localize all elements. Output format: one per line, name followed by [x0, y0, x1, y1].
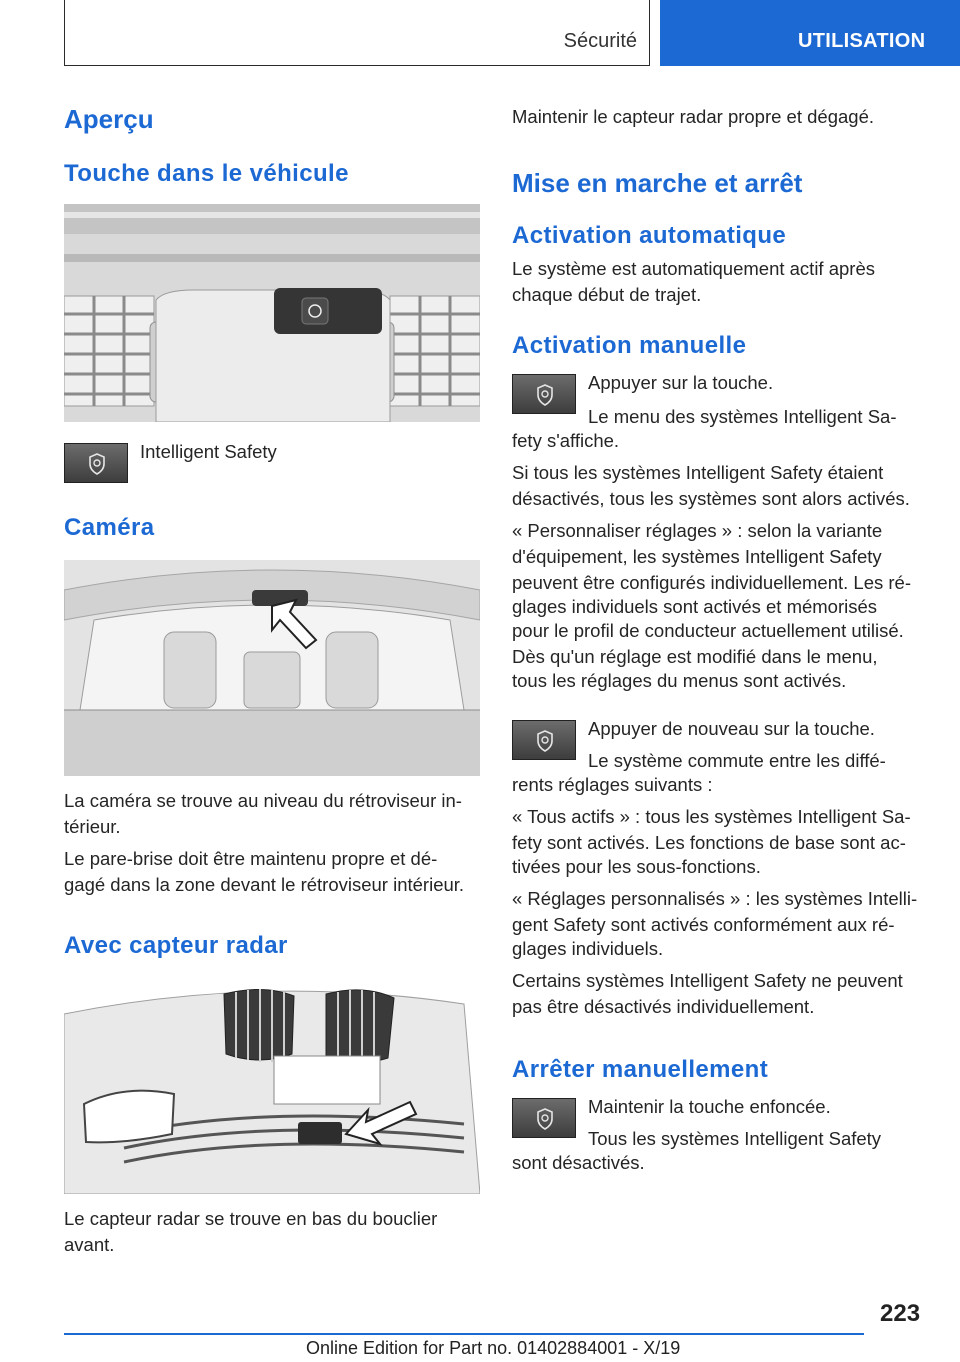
chapter-title: UTILISATION — [798, 30, 926, 52]
manual-p3-7: tous les réglages du menus sont activés. — [512, 670, 847, 691]
manual-p3-2: d'équipement, les systèmes Intelligent Safety — [512, 546, 882, 567]
auto-heading: Activation automatique — [512, 222, 787, 249]
manual-menu-1: Le menu des systèmes Intelligent Sa- — [588, 406, 897, 427]
button-heading: Touche dans le véhicule — [64, 160, 349, 187]
off-all-2: sont désactivés. — [512, 1152, 645, 1173]
manual-press: Appuyer sur la touche. — [588, 372, 774, 393]
auto-text-2: chaque début de trajet. — [512, 284, 702, 305]
page-number: 223 — [880, 1300, 921, 1327]
off-all-1: Tous les systèmes Intelligent Safety — [588, 1128, 882, 1149]
manual-p3-1: « Personnaliser réglages » : selon la variante — [512, 520, 883, 541]
manual-p2-2: désactivés, tous les systèmes sont alors activés. — [512, 488, 910, 509]
manual-p2-1: Si tous les systèmes Intelligent Safety étaient — [512, 462, 884, 483]
radar-sensor-image — [64, 974, 480, 1194]
manual-p3-6: Dès qu'un réglage est modifié dans le menu, — [512, 646, 878, 667]
some-systems-2: pas être désactivés individuellement. — [512, 996, 815, 1017]
manual-p3-4: glages individuels sont activés et mémorisés — [512, 596, 878, 617]
intelligent-safety-button-icon — [64, 443, 128, 483]
radar-text-2: avant. — [64, 1234, 115, 1255]
manual-heading: Activation manuelle — [512, 332, 747, 359]
personal-1: « Réglages personnalisés » : les systèmes Intelli- — [512, 888, 918, 909]
camera-windshield-image — [64, 560, 480, 776]
intelligent-safety-button-icon — [512, 1098, 576, 1138]
radar-text-1: Le capteur radar se trouve en bas du bouclier — [64, 1208, 438, 1229]
page-title: Aperçu — [64, 104, 154, 134]
personal-2: gent Safety sont activés conformément aux ré- — [512, 914, 895, 935]
auto-text-1: Le système est automatiquement actif après — [512, 258, 875, 279]
camera-text-2: térieur. — [64, 816, 121, 837]
manual-p3-5: pour le profil de conducteur actuellement utilisé. — [512, 620, 904, 641]
again-press: Appuyer de nouveau sur la touche. — [588, 718, 875, 739]
again-switch-1: Le système commute entre les diffé- — [588, 750, 886, 771]
all-active-3: tivées pour les sous-fonctions. — [512, 856, 761, 877]
personal-3: glages individuels. — [512, 938, 664, 959]
some-systems-1: Certains systèmes Intelligent Safety ne peuvent — [512, 970, 903, 991]
all-active-2: fety sont activés. Les fonctions de base sont ac- — [512, 832, 906, 853]
chapter-tab[interactable] — [660, 0, 960, 66]
radar-heading: Avec capteur radar — [64, 932, 288, 959]
camera-heading: Caméra — [64, 514, 155, 541]
header-bar — [64, 0, 650, 66]
off-heading: Arrêter manuellement — [512, 1056, 769, 1083]
off-hold: Maintenir la touche enfoncée. — [588, 1096, 831, 1117]
all-active-1: « Tous actifs » : tous les systèmes Intelligent Sa- — [512, 806, 911, 827]
camera-text-3: Le pare-brise doit être maintenu propre et dé- — [64, 848, 438, 869]
onoff-heading: Mise en marche et arrêt — [512, 168, 803, 198]
section-title: Sécurité — [563, 30, 637, 52]
radar-clean-text: Maintenir le capteur radar propre et dégagé. — [512, 106, 874, 127]
footer-divider — [64, 1333, 864, 1335]
footer-edition: Online Edition for Part no. 01402884001 - X/19 — [306, 1338, 681, 1358]
manual-p3-3: peuvent être configurés individuellement. Les ré- — [512, 572, 912, 593]
intelligent-safety-button-icon — [512, 720, 576, 760]
button-caption: Intelligent Safety — [140, 441, 277, 462]
camera-text-4: gagé dans la zone devant le rétroviseur intérieur. — [64, 874, 465, 895]
camera-text-1: La caméra se trouve au niveau du rétroviseur in- — [64, 790, 462, 811]
manual-menu-2: fety s'affiche. — [512, 430, 620, 451]
dashboard-button-image — [64, 204, 480, 422]
again-switch-2: rents réglages suivants : — [512, 774, 713, 795]
intelligent-safety-button-icon — [512, 374, 576, 414]
